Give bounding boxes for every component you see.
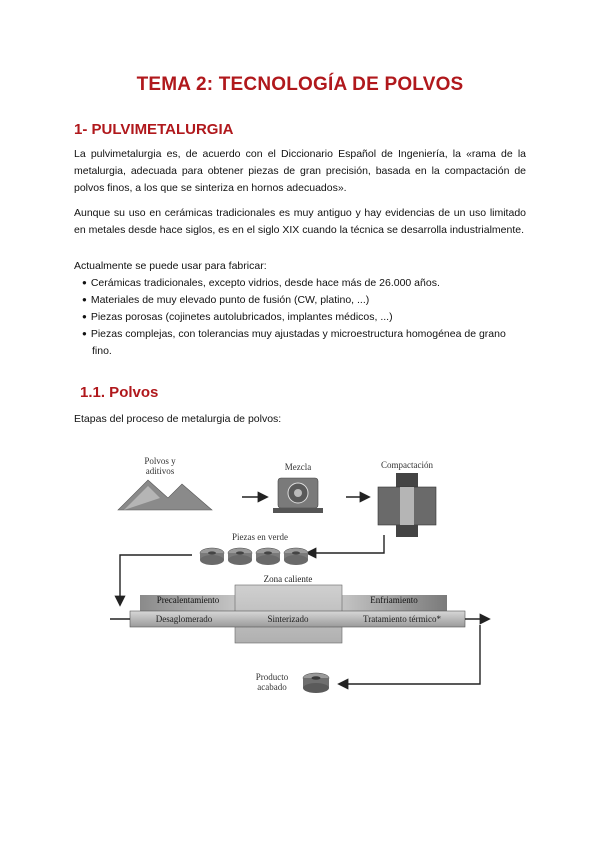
mix-label: Mezcla [284, 462, 312, 472]
powders-label-1: Polvos y [144, 456, 176, 466]
list-item: ● Materiales de muy elevado punto de fusión (CW, platino, ...) [78, 292, 526, 309]
product-label-2: acabado [257, 682, 287, 692]
compaction-stage [378, 460, 436, 537]
page-title: TEMA 2: TECNOLOGÍA DE POLVOS [136, 74, 464, 95]
section-heading-pulvimetalurgia: 1- PULVIMETALURGIA [74, 121, 234, 138]
press-punch-icon [396, 473, 418, 487]
list-item: ● Piezas porosas (cojinetes autolubricados, implantes médicos, ...) [78, 309, 526, 326]
hot-zone-label: Zona caliente [263, 574, 313, 584]
sintering-label: Sinterizado [267, 614, 309, 624]
list-item: ● Cerámicas tradicionales, excepto vidrios, desde hace más de 26.000 años. [78, 275, 526, 292]
paragraph-definition: La pulvimetalurgia es, de acuerdo con el Diccionario Español de Ingeniería, la «rama de la metalurgia, adecuada para obtener piezas de gran precisión, basada en la compactación de polvos finos, a los que se sinteriza en hornos adecuados». [74, 148, 526, 194]
green-parts-stage [200, 532, 308, 565]
sintering-oven [110, 574, 488, 643]
mix-stage [273, 462, 323, 513]
list-intro: Actualmente se puede usar para fabricar: [74, 260, 267, 272]
preheating-label: Precalentamiento [156, 595, 220, 605]
diagram-caption: Etapas del proceso de metalurgia de polvos: [74, 413, 282, 425]
compaction-label: Compactación [381, 460, 433, 470]
powders-stage [118, 456, 212, 510]
green-parts-label: Piezas en verde [232, 532, 288, 542]
powders-label-2: aditivos [145, 466, 175, 476]
arrow-to-product [340, 625, 480, 684]
finished-part-icon [303, 673, 329, 693]
applications-list [74, 275, 526, 360]
list-item: ● Piezas complejas, con tolerancias muy ajustadas y microestructura homogénea de grano fino. [78, 326, 526, 360]
section-heading-polvos: 1.1. Polvos [80, 384, 159, 401]
paragraph-history: Aunque su uso en cerámicas tradicionales es muy antiguo y hay evidencias de un uso limitado en metales desde hace siglos, es en el siglo XIX cuando la técnica se desarrolla industrialmente. [74, 207, 526, 236]
debinding-label: Desaglomerado [155, 614, 213, 624]
product-label-1: Producto [255, 672, 289, 682]
finished-product-stage [256, 672, 329, 693]
green-part-icon [256, 548, 280, 565]
heat-treatment-label: Tratamiento térmico* [363, 614, 441, 624]
powder-metallurgy-process-diagram [110, 440, 495, 710]
green-part-icon [228, 548, 252, 565]
arrow-to-green-parts [308, 535, 384, 553]
cooling-label: Enfriamiento [370, 595, 418, 605]
green-part-icon [284, 548, 308, 565]
green-part-icon [200, 548, 224, 565]
